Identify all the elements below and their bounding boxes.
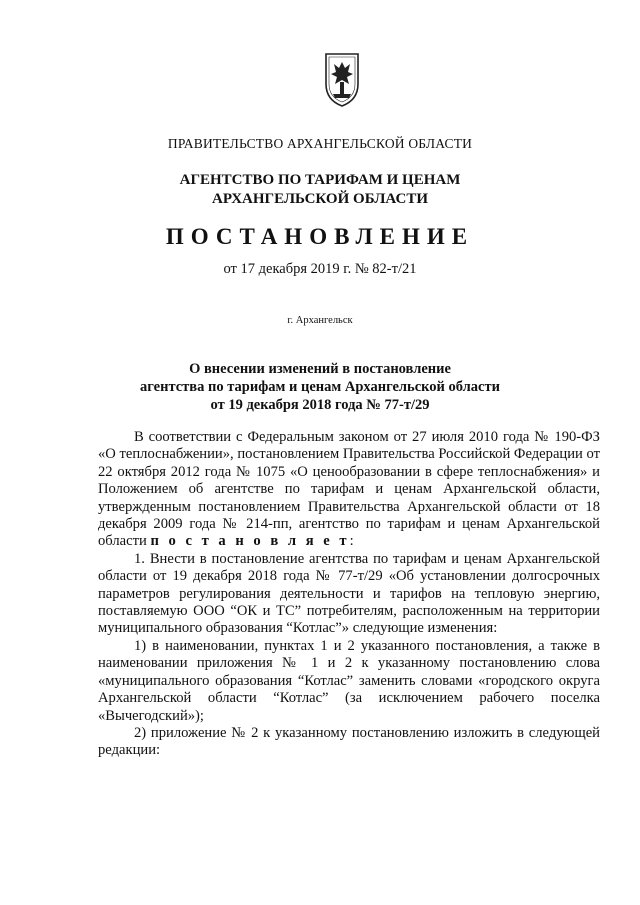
- preamble-text: В соответствии с Федеральным законом от 27 июля 2010 года № 190-ФЗ «О теплоснабжении», постановлением Правительства Российской Федерации от 22 октября 2012 года № 1075 «О ценообразовании в сфере теплоснабжения» и Положением об агентстве по тарифам и ценам Архангельской области, утвержденным постановлением Правительства Архангельской области от 18 декабря 2009 года № 214-пп, агентство по тарифам и ценам Архангельской области: [98, 429, 600, 550]
- document-type-title: ПОСТАНОВЛЕНИЕ: [165, 224, 475, 249]
- resolves-colon: :: [349, 533, 354, 550]
- agency-name-line1: АГЕНТСТВО ПО ТАРИФАМ И ЦЕНАМ: [179, 172, 461, 188]
- government-name: ПРАВИТЕЛЬСТВО АРХАНГЕЛЬСКОЙ ОБЛАСТИ: [167, 136, 473, 151]
- coat-of-arms-emblem: [322, 50, 362, 110]
- decree-date-number: от 17 декабря 2019 г. № 82-т/21: [223, 261, 417, 277]
- city-name: г. Архангельск: [287, 315, 353, 326]
- subject-line2: агентства по тарифам и ценам Архангельской области: [140, 379, 500, 395]
- item-1-2-paragraph: 2) приложение № 2 к указанному постановлению изложить в следующей редакции:: [98, 724, 600, 759]
- subject-line3: от 19 декабря 2018 года № 77-т/29: [210, 397, 430, 413]
- decree-subject: [0, 360, 640, 414]
- resolves-word: п о с т а н о в л я е т: [150, 533, 350, 550]
- preamble-paragraph: [98, 429, 600, 551]
- item-1-1-paragraph: 1) в наименовании, пунктах 1 и 2 указанного постановления, а также в наименовании приложения № 1 и 2 к указанному постановлению слова «муниципального образования “Котлас” заменить словами «городского округа Архангельской области “Котлас” (за исключением рабочего поселка «Вычегодский»);: [98, 637, 600, 724]
- item-1-paragraph: 1. Внести в постановление агентства по тарифам и ценам Архангельской области от 19 декабря 2018 года № 77-т/29 «Об установлении долгосрочных параметров регулирования деятельности и тарифов на тепловую энергию, поставляемую ООО “ОК и ТС” потребителям, расположенным на территории муниципального образования “Котлас”» следующие изменения:: [98, 550, 600, 637]
- decree-body: [98, 429, 600, 760]
- agency-name: [0, 171, 640, 209]
- agency-name-line2: АРХАНГЕЛЬСКОЙ ОБЛАСТИ: [212, 191, 428, 207]
- subject-line1: О внесении изменений в постановление: [189, 361, 451, 377]
